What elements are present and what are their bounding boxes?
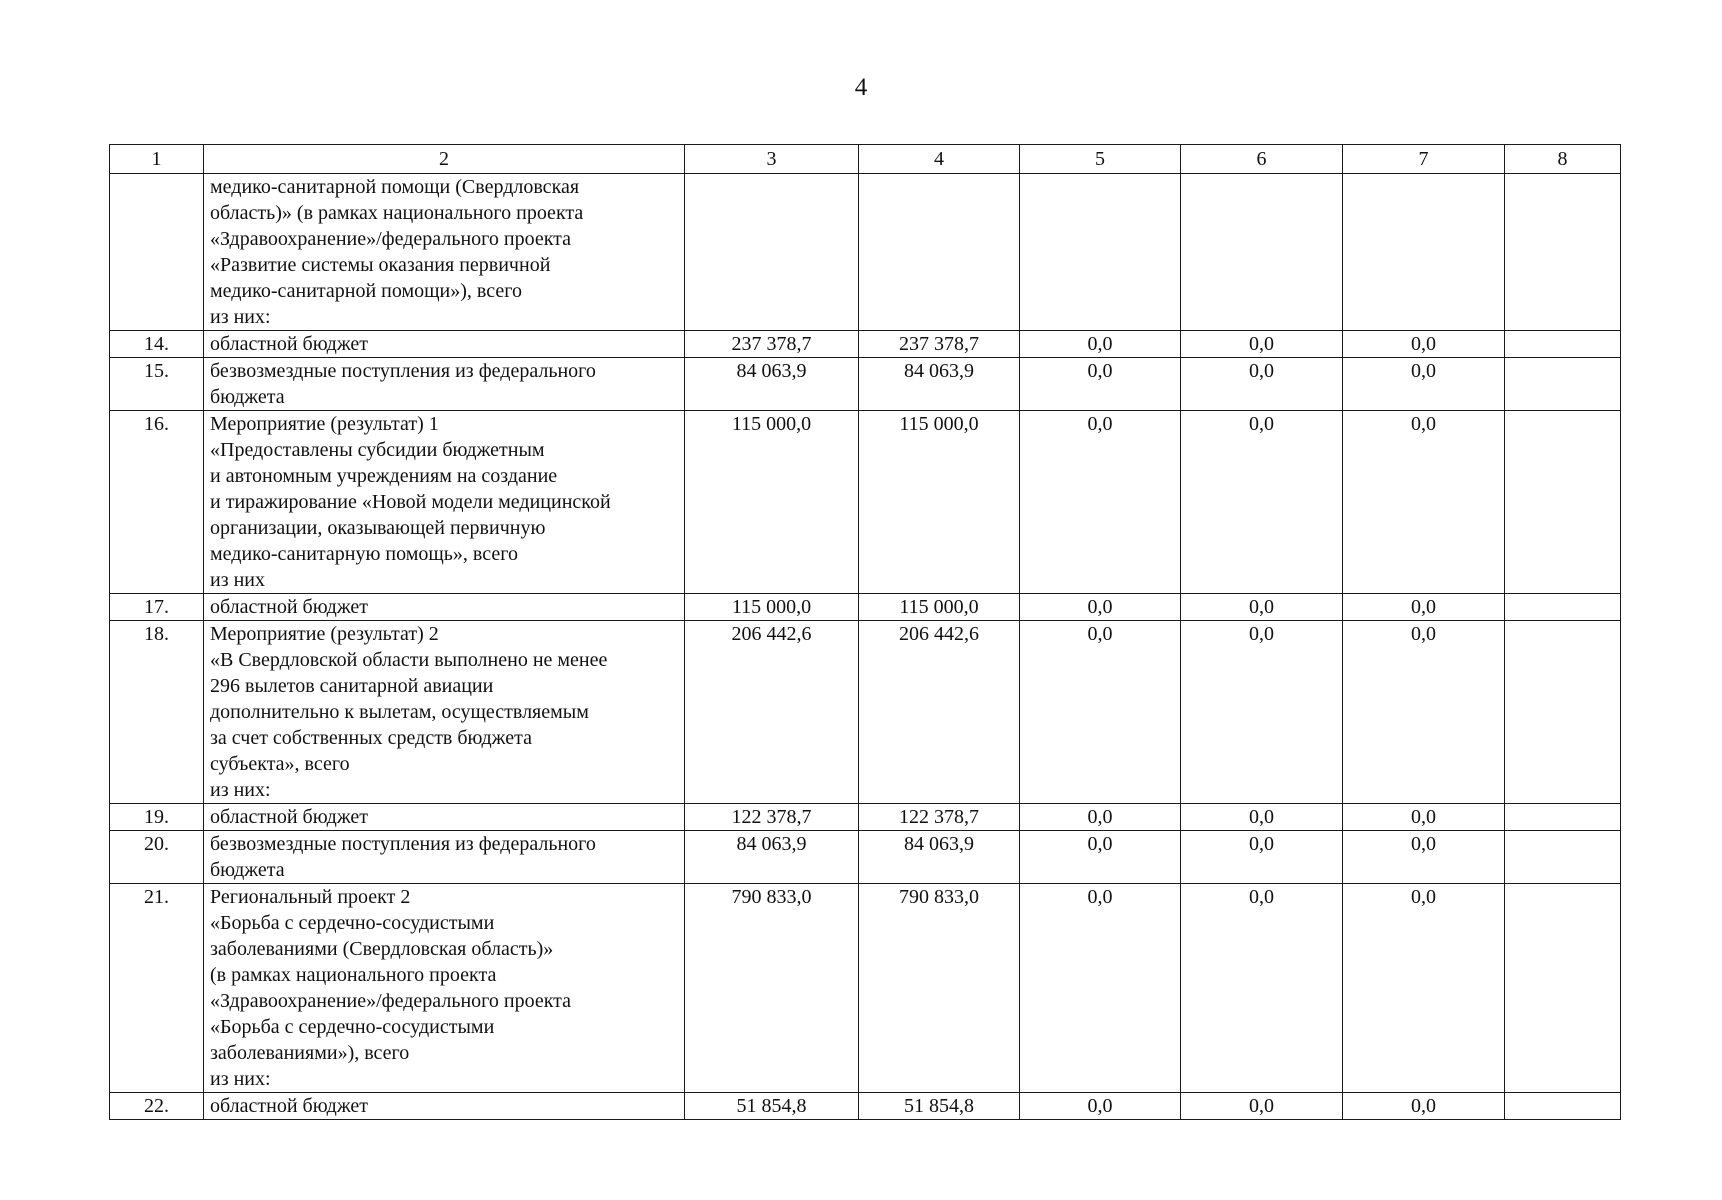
- value-cell-4: [859, 174, 1020, 331]
- description-line: «Борьба с сердечно-сосудистыми: [210, 912, 495, 934]
- description-line: из них:: [210, 779, 271, 801]
- value-cell-7: 0,0: [1343, 331, 1505, 358]
- value-cell-4: 237 378,7: [859, 331, 1020, 358]
- value-cell-3: 51 854,8: [685, 1093, 859, 1120]
- value-cell-5: 0,0: [1020, 804, 1181, 831]
- description-line: медико-санитарной помощи (Свердловская: [210, 176, 580, 198]
- value-cell-5: [1020, 174, 1181, 331]
- value-cell-3: 84 063,9: [685, 831, 859, 884]
- value-cell-5: 0,0: [1020, 358, 1181, 411]
- header-col-3: 3: [685, 145, 859, 174]
- row-number-cell: 17.: [110, 594, 204, 621]
- description-line: «Здравоохранение»/федерального проекта: [210, 990, 572, 1012]
- description-line: заболеваниями»), всего: [210, 1042, 410, 1064]
- table-row: [110, 411, 1621, 594]
- description-line: и тиражирование «Новой модели медицинской: [210, 491, 611, 513]
- value-cell-6: [1181, 174, 1343, 331]
- header-col-4: 4: [859, 145, 1020, 174]
- value-cell-6: 0,0: [1181, 884, 1343, 1093]
- description-cell: [204, 174, 685, 331]
- value-cell-8: [1505, 831, 1621, 884]
- description-line: дополнительно к вылетам, осуществляемым: [210, 701, 589, 723]
- description-line: субъекта», всего: [210, 753, 350, 775]
- row-number-cell: 20.: [110, 831, 204, 884]
- description-cell: [204, 621, 685, 804]
- row-number-cell: 21.: [110, 884, 204, 1093]
- value-cell-8: [1505, 884, 1621, 1093]
- description-line: областной бюджет: [210, 1095, 369, 1117]
- header-col-2: 2: [204, 145, 685, 174]
- row-number-cell: 22.: [110, 1093, 204, 1120]
- description-line: «Борьба с сердечно-сосудистыми: [210, 1016, 495, 1038]
- value-cell-6: 0,0: [1181, 358, 1343, 411]
- description-line: и автономным учреждениям на создание: [210, 465, 558, 487]
- table-row: [110, 621, 1621, 804]
- description-cell: [204, 831, 685, 884]
- description-line: 296 вылетов санитарной авиации: [210, 675, 494, 697]
- table-body: [110, 174, 1621, 1120]
- value-cell-8: [1505, 331, 1621, 358]
- description-line: медико-санитарной помощи»), всего: [210, 280, 522, 302]
- value-cell-6: 0,0: [1181, 411, 1343, 594]
- table-row: [110, 594, 1621, 621]
- value-cell-7: [1343, 174, 1505, 331]
- description-line: из них:: [210, 1068, 271, 1090]
- description-cell: [204, 411, 685, 594]
- row-number-cell: 19.: [110, 804, 204, 831]
- value-cell-3: 122 378,7: [685, 804, 859, 831]
- value-cell-8: [1505, 1093, 1621, 1120]
- value-cell-5: 0,0: [1020, 831, 1181, 884]
- value-cell-7: 0,0: [1343, 804, 1505, 831]
- description-line: «Здравоохранение»/федерального проекта: [210, 228, 572, 250]
- value-cell-7: 0,0: [1343, 594, 1505, 621]
- description-line: бюджета: [210, 859, 285, 881]
- description-line: «В Свердловской области выполнено не менее: [210, 649, 608, 671]
- value-cell-7: 0,0: [1343, 358, 1505, 411]
- description-line: за счет собственных средств бюджета: [210, 727, 532, 749]
- budget-table: [109, 144, 1621, 1120]
- header-col-6: 6: [1181, 145, 1343, 174]
- value-cell-8: [1505, 621, 1621, 804]
- description-cell: [204, 358, 685, 411]
- value-cell-8: [1505, 804, 1621, 831]
- description-line: заболеваниями (Свердловская область)»: [210, 938, 554, 960]
- value-cell-8: [1505, 358, 1621, 411]
- value-cell-8: [1505, 594, 1621, 621]
- table-row: [110, 174, 1621, 331]
- row-number-cell: [110, 174, 204, 331]
- table-row: [110, 884, 1621, 1093]
- table-row: [110, 358, 1621, 411]
- value-cell-7: 0,0: [1343, 831, 1505, 884]
- row-number-cell: 15.: [110, 358, 204, 411]
- row-number-cell: 14.: [110, 331, 204, 358]
- table-header: [110, 145, 1621, 174]
- description-line: бюджета: [210, 386, 285, 408]
- value-cell-6: 0,0: [1181, 831, 1343, 884]
- description-cell: [204, 331, 685, 358]
- value-cell-3: 237 378,7: [685, 331, 859, 358]
- value-cell-7: 0,0: [1343, 411, 1505, 594]
- value-cell-4: 51 854,8: [859, 1093, 1020, 1120]
- description-line: областной бюджет: [210, 596, 369, 618]
- table-row: [110, 804, 1621, 831]
- description-line: из них: [210, 569, 266, 591]
- value-cell-5: 0,0: [1020, 884, 1181, 1093]
- description-line: область)» (в рамках национального проекта: [210, 202, 584, 224]
- description-line: безвозмездные поступления из федерального: [210, 833, 596, 855]
- header-row: [110, 145, 1621, 174]
- value-cell-5: 0,0: [1020, 1093, 1181, 1120]
- description-line: Мероприятие (результат) 2: [210, 623, 439, 645]
- description-cell: [204, 804, 685, 831]
- value-cell-3: 790 833,0: [685, 884, 859, 1093]
- value-cell-6: 0,0: [1181, 804, 1343, 831]
- description-cell: [204, 594, 685, 621]
- header-col-8: 8: [1505, 145, 1621, 174]
- value-cell-7: 0,0: [1343, 621, 1505, 804]
- value-cell-3: 84 063,9: [685, 358, 859, 411]
- table-row: [110, 331, 1621, 358]
- page-number: 4: [854, 74, 868, 101]
- value-cell-8: [1505, 411, 1621, 594]
- description-line: организации, оказывающей первичную: [210, 517, 546, 539]
- value-cell-5: 0,0: [1020, 621, 1181, 804]
- description-line: «Предоставлены субсидии бюджетным: [210, 439, 545, 461]
- value-cell-4: 84 063,9: [859, 358, 1020, 411]
- value-cell-3: 206 442,6: [685, 621, 859, 804]
- row-number-cell: 18.: [110, 621, 204, 804]
- header-col-7: 7: [1343, 145, 1505, 174]
- value-cell-8: [1505, 174, 1621, 331]
- description-line: (в рамках национального проекта: [210, 964, 497, 986]
- value-cell-3: 115 000,0: [685, 411, 859, 594]
- value-cell-4: 790 833,0: [859, 884, 1020, 1093]
- description-line: медико-санитарную помощь», всего: [210, 543, 518, 565]
- description-line: «Развитие системы оказания первичной: [210, 254, 551, 276]
- description-line: безвозмездные поступления из федерального: [210, 360, 596, 382]
- row-number-cell: 16.: [110, 411, 204, 594]
- value-cell-3: [685, 174, 859, 331]
- value-cell-3: 115 000,0: [685, 594, 859, 621]
- description-line: из них:: [210, 306, 271, 328]
- description-line: Мероприятие (результат) 1: [210, 413, 439, 435]
- value-cell-6: 0,0: [1181, 594, 1343, 621]
- value-cell-5: 0,0: [1020, 331, 1181, 358]
- value-cell-6: 0,0: [1181, 1093, 1343, 1120]
- value-cell-4: 84 063,9: [859, 831, 1020, 884]
- value-cell-5: 0,0: [1020, 594, 1181, 621]
- value-cell-6: 0,0: [1181, 331, 1343, 358]
- value-cell-5: 0,0: [1020, 411, 1181, 594]
- value-cell-4: 115 000,0: [859, 411, 1020, 594]
- value-cell-7: 0,0: [1343, 1093, 1505, 1120]
- value-cell-4: 115 000,0: [859, 594, 1020, 621]
- value-cell-4: 122 378,7: [859, 804, 1020, 831]
- table-row: [110, 831, 1621, 884]
- description-line: областной бюджет: [210, 333, 369, 355]
- description-line: Региональный проект 2: [210, 886, 411, 908]
- description-cell: [204, 1093, 685, 1120]
- description-cell: [204, 884, 685, 1093]
- header-col-5: 5: [1020, 145, 1181, 174]
- table-row: [110, 1093, 1621, 1120]
- description-line: областной бюджет: [210, 806, 369, 828]
- header-col-1: 1: [110, 145, 204, 174]
- value-cell-6: 0,0: [1181, 621, 1343, 804]
- value-cell-7: 0,0: [1343, 884, 1505, 1093]
- value-cell-4: 206 442,6: [859, 621, 1020, 804]
